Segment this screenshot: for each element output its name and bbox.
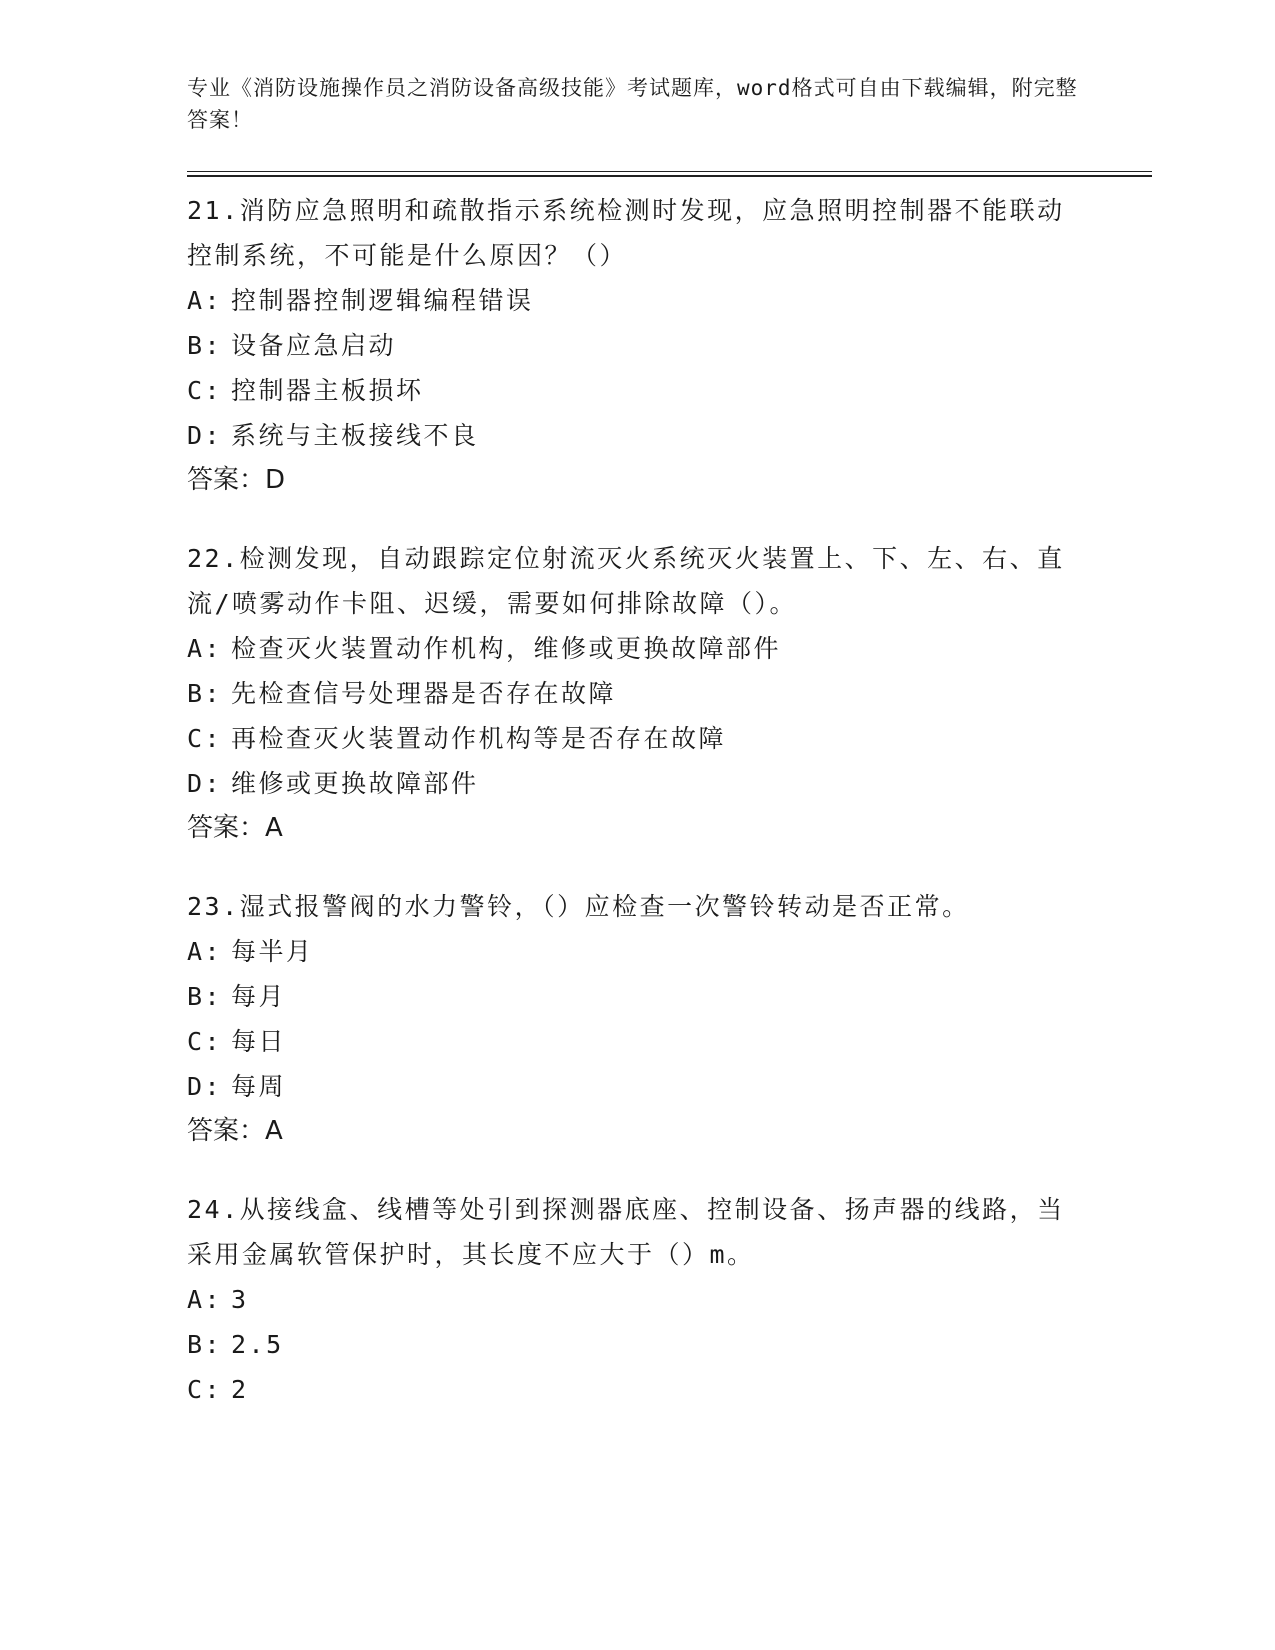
option-letter: A: [187, 1285, 223, 1314]
header-text: 专业《消防设施操作员之消防设备高级技能》考试题库，word格式可自由下载编辑，附完整答案！ [187, 76, 1078, 132]
option-letter: C: [187, 1027, 223, 1056]
option-letter: D: [187, 769, 223, 798]
header-divider-bottom [187, 175, 1152, 177]
question-stem: 23.湿式报警阀的水力警铃，（）应检查一次警铃转动是否正常。 [187, 892, 970, 921]
question-stem: 22.检测发现，自动跟踪定位射流灭火系统灭火装置上、下、左、右、直流/喷雾动作卡阻、迟缓，需要如何排除故障（）。 [187, 544, 1065, 618]
option-text: 维修或更换故障部件 [231, 769, 479, 798]
option-text: 2.5 [231, 1330, 284, 1359]
option-c [187, 1019, 1087, 1064]
question-21 [187, 188, 1087, 503]
document-header [187, 72, 1087, 136]
option-c [187, 716, 1087, 761]
option-text: 每半月 [231, 937, 314, 966]
option-text: 设备应急启动 [231, 331, 397, 360]
option-letter: B: [187, 1330, 223, 1359]
option-letter: A: [187, 937, 223, 966]
question-22 [187, 536, 1087, 851]
option-text: 再检查灭火装置动作机构等是否存在故障 [231, 724, 727, 753]
option-letter: A: [187, 634, 223, 663]
option-b [187, 323, 1087, 368]
option-text: 控制器控制逻辑编程错误 [231, 286, 534, 315]
option-text: 控制器主板损坏 [231, 376, 424, 405]
option-a [187, 278, 1087, 323]
option-d [187, 761, 1087, 806]
option-b [187, 1322, 1087, 1367]
answer-line: 答案：A [187, 813, 283, 843]
option-a [187, 1277, 1087, 1322]
option-a [187, 929, 1087, 974]
option-text: 每月 [231, 982, 287, 1011]
option-d [187, 413, 1087, 458]
option-letter: C: [187, 1375, 223, 1404]
question-stem: 21.消防应急照明和疏散指示系统检测时发现，应急照明控制器不能联动控制系统，不可能是什么原因？（） [187, 196, 1065, 270]
option-text: 3 [231, 1285, 249, 1314]
option-a [187, 626, 1087, 671]
question-24 [187, 1187, 1087, 1412]
option-text: 系统与主板接线不良 [231, 421, 479, 450]
question-stem: 24.从接线盒、线槽等处引到探测器底座、控制设备、扬声器的线路，当采用金属软管保护时，其长度不应大于（）m。 [187, 1195, 1065, 1269]
option-letter: C: [187, 724, 223, 753]
option-b [187, 671, 1087, 716]
option-letter: A: [187, 286, 223, 315]
option-b [187, 974, 1087, 1019]
option-c [187, 1367, 1087, 1412]
option-letter: C: [187, 376, 223, 405]
option-letter: B: [187, 679, 223, 708]
header-divider-top [187, 171, 1152, 172]
option-text: 检查灭火装置动作机构，维修或更换故障部件 [231, 634, 782, 663]
answer-line: 答案：A [187, 1116, 283, 1146]
option-text: 先检查信号处理器是否存在故障 [231, 679, 617, 708]
option-c [187, 368, 1087, 413]
option-d [187, 1064, 1087, 1109]
option-text: 每日 [231, 1027, 287, 1056]
option-letter: B: [187, 331, 223, 360]
option-text: 2 [231, 1375, 249, 1404]
question-23 [187, 884, 1087, 1154]
answer-line: 答案：D [187, 465, 286, 495]
option-letter: D: [187, 1072, 223, 1101]
option-letter: D: [187, 421, 223, 450]
option-letter: B: [187, 982, 223, 1011]
question-list [187, 188, 1087, 1445]
option-text: 每周 [231, 1072, 287, 1101]
